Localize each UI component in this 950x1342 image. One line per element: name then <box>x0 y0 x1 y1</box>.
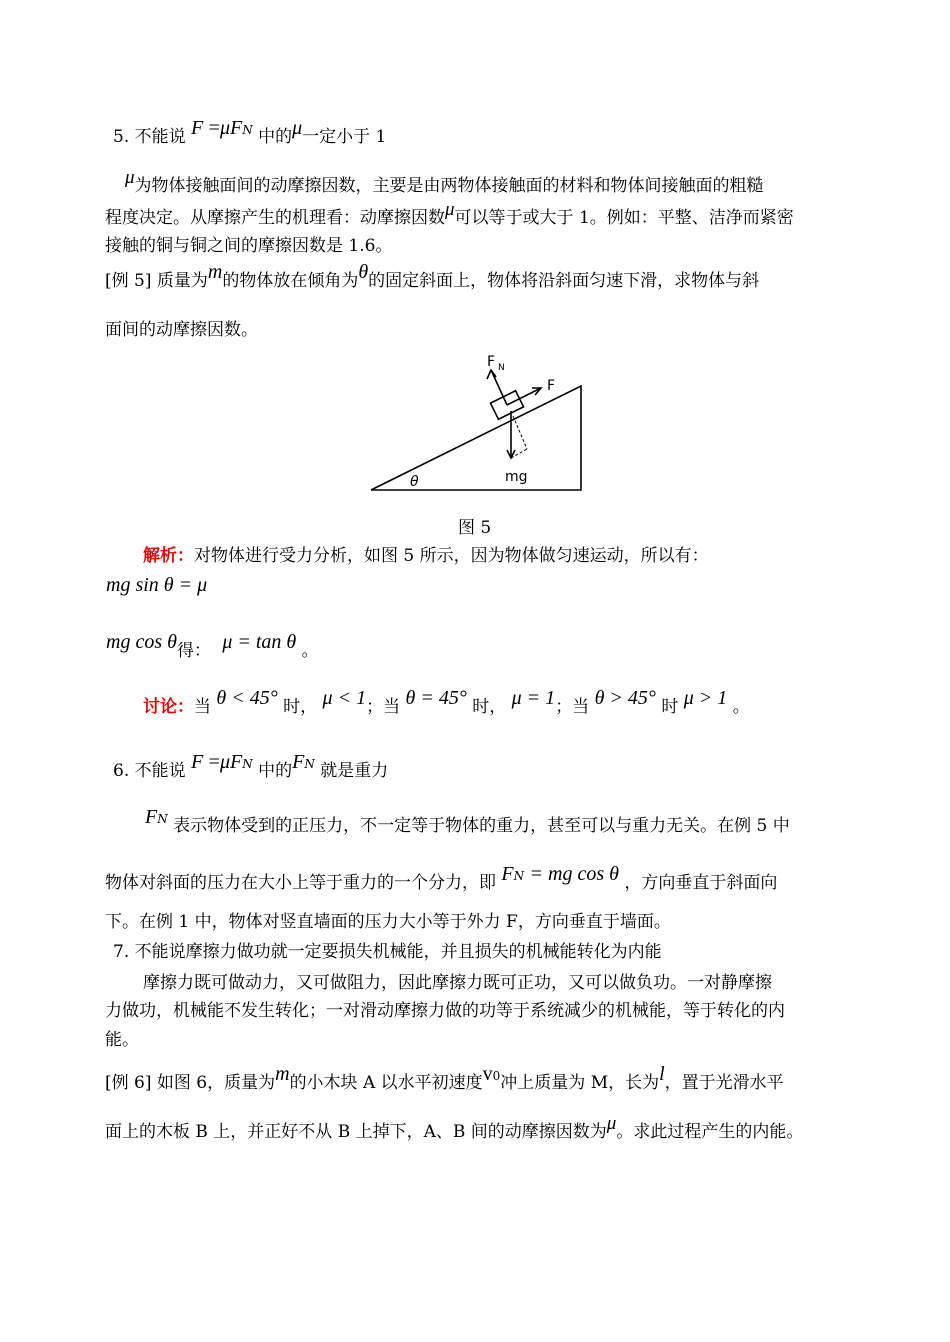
ex-text: [例 6] 如图 6，质量为 <box>105 1073 276 1093</box>
math-l: l <box>659 1063 665 1085</box>
s5-para-line-2 <box>105 199 794 228</box>
ex-text-3: 冲上质量为 M，长为 <box>500 1073 660 1093</box>
eq2a-text: mg cos θ <box>106 631 177 653</box>
s7-para-line-1 <box>143 975 772 992</box>
s5-para-line-3 <box>105 238 392 255</box>
eq2b-text: μ = tan θ <box>222 631 297 653</box>
example-5-line-1 <box>105 261 760 291</box>
discussion-line <box>143 687 750 717</box>
ex-text-2: 的小木块 A 以水平初速度 <box>289 1073 483 1093</box>
heading-text: 5. 不能说 <box>113 127 186 147</box>
math-eq: = <box>208 751 220 773</box>
math-mu: μ <box>445 199 455 220</box>
math-fn-sub: N <box>242 123 253 137</box>
cond-3: θ > 45° <box>594 687 656 709</box>
para-text: 为物体接触面间的动摩擦因数，主要是由两物体接触面的材料和物体间接触面的粗糙 <box>134 176 764 196</box>
s6-para-line-2 <box>105 863 778 893</box>
math-fn-sub: N <box>242 757 253 771</box>
incline-outline <box>371 386 581 490</box>
para-text-2: ，方向垂直于斜面向 <box>624 873 778 893</box>
ex-text: 面上的木板 B 上，并正好不从 B 上掉下，A、B 间的动摩擦因数为 <box>105 1122 607 1142</box>
cond-2: θ = 45° <box>405 687 467 709</box>
heading-text-mid: 中的 <box>258 127 293 147</box>
math-eq-fn: = mg cos θ <box>529 863 619 885</box>
section-6-heading <box>113 751 389 781</box>
analysis-line <box>143 548 709 565</box>
equation-1 <box>106 575 207 595</box>
ex-text-2: 的物体放在倾角为 <box>222 271 359 291</box>
math-fn-sub-2: N <box>304 757 315 771</box>
heading-text-end: 一定小于 1 <box>302 127 387 147</box>
math-m: m <box>207 261 223 283</box>
para-text: 下。在例 1 中，物体对竖直墙面的压力大小等于外力 F，方向垂直于墙面。 <box>105 912 671 932</box>
math-fn: F <box>501 863 514 885</box>
equation-2-line <box>106 631 319 661</box>
math-mu-2: μ <box>292 117 303 139</box>
para-text-2: 可以等于或大于 1。例如：平整、洁净而紧密 <box>454 208 794 228</box>
disc-text: ；当 <box>366 697 401 717</box>
math-v-sub: 0 <box>492 1069 501 1083</box>
caption-text: 图 5 <box>458 518 492 538</box>
cond-1: θ < 45° <box>216 687 278 709</box>
result-1: μ < 1 <box>322 687 367 709</box>
ex-text-3: 的固定斜面上，物体将沿斜面匀速下滑，求物体与斜 <box>368 271 760 291</box>
ex-text-2: 。求此过程产生的内能。 <box>616 1122 804 1142</box>
figure-5-incline <box>365 348 595 498</box>
disc-text: 时， <box>472 697 507 717</box>
s5-para-line-1 <box>125 167 764 196</box>
fn-sub-label: N <box>498 363 505 373</box>
result-2: μ = 1 <box>511 687 556 709</box>
para-text: 表示物体受到的正压力，不一定等于物体的重力，甚至可以与重力无关。在例 5 中 <box>173 816 790 836</box>
math-eq: = <box>208 117 220 139</box>
s7-para-line-2 <box>105 1003 785 1020</box>
figure-caption <box>458 520 491 537</box>
analysis-label: 解析： <box>143 546 194 566</box>
ex-text: [例 5] 质量为 <box>105 271 208 291</box>
math-fn: F <box>229 117 243 139</box>
disc-text: 时， <box>283 697 318 717</box>
theta-label: θ <box>410 474 419 490</box>
math-v: v <box>482 1063 493 1085</box>
math-fn-2: F <box>292 751 305 773</box>
heading-text-end: 就是重力 <box>320 761 389 781</box>
math-mu: μ <box>125 167 135 188</box>
de-text: 得： <box>176 641 211 661</box>
s6-para-line-3 <box>105 914 671 931</box>
math-f: F <box>191 117 204 139</box>
para-text: 程度决定。从摩擦产生的机理看：动摩擦因数 <box>105 208 445 228</box>
math-m: m <box>275 1063 290 1085</box>
math-theta: θ <box>358 261 369 283</box>
disc-text: 当 <box>194 697 211 717</box>
math-mu: μ <box>606 1113 617 1134</box>
heading-text-mid: 中的 <box>258 761 293 781</box>
result-3: μ > 1 <box>683 687 728 709</box>
friction-force-arrow <box>507 388 541 405</box>
para-text: 能。 <box>105 1030 139 1050</box>
ex-text-4: ，置于光滑水平 <box>664 1073 784 1093</box>
example-5-line-2 <box>105 322 258 339</box>
example-6-line-2 <box>105 1113 804 1142</box>
ex-text: 面间的动摩擦因数。 <box>105 320 258 340</box>
para-text: 物体对斜面的压力在大小上等于重力的一个分力，即 <box>105 873 496 893</box>
math-fn-sub: N <box>513 869 525 883</box>
math-fn: F <box>145 806 158 828</box>
math-mu: μ <box>219 751 230 773</box>
disc-end: 。 <box>732 697 750 717</box>
example-6-line-1 <box>105 1063 784 1093</box>
math-mu: μ <box>219 117 230 139</box>
para-text: 接触的铜与铜之间的摩擦因数是 1.6。 <box>105 236 393 256</box>
section-7-heading <box>113 944 662 961</box>
f-label: F <box>547 378 556 394</box>
s7-para-line-3 <box>105 1032 139 1049</box>
para-text: 力做功，机械能不发生转化；一对滑动摩擦力做的功等于系统减少的机械能，等于转化的内 <box>105 1001 785 1021</box>
analysis-text: 对物体进行受力分析，如图 5 所示，因为物体做匀速运动，所以有： <box>194 546 709 566</box>
math-f: F <box>191 751 204 773</box>
s6-para-line-1 <box>145 806 790 836</box>
disc-text: ；当 <box>555 697 590 717</box>
end-text: 。 <box>301 641 319 661</box>
eq1-text: mg sin θ = μ <box>106 574 208 596</box>
section-5-heading <box>113 117 387 147</box>
disc-text: 时 <box>661 697 679 717</box>
para-text: 摩擦力既可做动力，又可做阻力，因此摩擦力既可正功，又可以做负功。一对静摩擦 <box>143 973 772 993</box>
fn-label: F <box>487 354 496 370</box>
heading-text: 6. 不能说 <box>113 761 186 781</box>
math-fn: F <box>229 751 243 773</box>
heading-text: 7. 不能说摩擦力做功就一定要损失机械能，并且损失的机械能转化为内能 <box>113 942 662 962</box>
mg-label: mg <box>505 469 528 485</box>
math-fn-sub: N <box>157 812 168 826</box>
discussion-label: 讨论： <box>143 697 194 717</box>
